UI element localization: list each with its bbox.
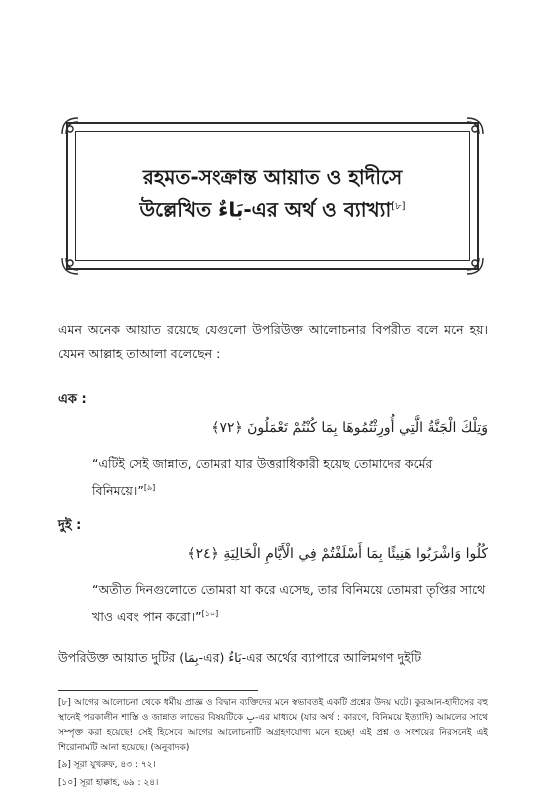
chapter-title-line1: রহমত-সংক্রান্ত আয়াত ও হাদীসে (142, 165, 403, 189)
item-label: দুই : (58, 518, 82, 533)
verse-translation (92, 578, 488, 629)
ornament-corner-icon (60, 256, 80, 276)
intro-paragraph: এমন অনেক আয়াত রয়েছে যেগুলো উপরিউক্ত আলোচনার বিপরীত বলে মনে হয়। যেমন আল্লাহ তাআলা বলেছেন : (58, 322, 488, 361)
footnote: [৮] আগের আলোচনা থেকে ধর্মীয় প্রাজ্ঞ ও বিদ্বান ব্যক্তিদের মনে স্বভাবতই একটি প্রশ্নের উদয় ঘটে। কুরআন-হাদীসের বহু স্থানেই পরকালীন শাস্তি ও জান্নাত লাভের বিষয়টিকে بِ-এর মাধ্যমে (যার অর্থ : কারণে, বিনিময়ে ইত্যাদি) আমলের সাথে সম্পৃক্ত করা হয়েছে! সেই হিসেবে আগের আলোচনাটি অগ্রহণযোগ্য মনে হচ্ছে! এই প্রশ্ন ও সংশয়ের নিরসনেই এই শিরোনামটি আনা হয়েছে। (অনুবাদক) (58, 698, 488, 753)
chapter-title-frame (66, 122, 479, 270)
footnote: [৯] সূরা যুখরুফ, ৪৩ : ৭২। (58, 760, 156, 770)
translation-text: “এটিই সেই জান্নাত, তোমরা যার উত্তরাধিকারী হয়েছ তোমাদের কর্মের বিনিময়ে।” (92, 456, 433, 499)
chapter-title-line2-text: উল্লেখিত بَاءٌ-এর অর্থ ও ব্যাখ্যা (139, 197, 392, 222)
footnote-ref: [১০] (201, 609, 219, 618)
ornament-corner-icon (465, 256, 485, 276)
footnote-divider (58, 690, 258, 691)
arabic-verse: وَتِلْكَ الْجَنَّةُ الَّتِي أُورِثْتُمُوهَا بِمَا كُنْتُمْ تَعْمَلُونَ ﴿٧٢﴾ (211, 420, 488, 436)
translation-text: “অতীত দিনগুলোতে তোমরা যা করে এসেছ, তার বিনিময়ে তোমরা তৃপ্তির সাথে খাও এবং পান করো।” (92, 582, 486, 625)
footnote-ref: [৯] (143, 483, 156, 492)
ornament-corner-icon (465, 116, 485, 136)
arabic-verse: كُلُوا وَاشْرَبُوا هَنِيئًا بِمَا أَسْلَفْتُمْ فِي الْأَيَّامِ الْخَالِيَةِ ﴿٢٤﴾ (187, 546, 488, 562)
chapter-title (88, 162, 457, 225)
item-label: এক : (58, 392, 87, 407)
footnote: [১০] সূরা হাক্কাহ, ৬৯ : ২৪। (58, 778, 159, 788)
ornament-corner-icon (60, 116, 80, 136)
verse-translation (92, 452, 488, 503)
closing-paragraph: উপরিউক্ত আয়াত দুটির (بِمَا-এর) بَاءٌ-এর অর্থের ব্যাপারে আলিমগণ দুইটি (58, 650, 422, 665)
footnote-ref: [৮] (391, 201, 406, 212)
chapter-title-line2 (88, 192, 457, 225)
